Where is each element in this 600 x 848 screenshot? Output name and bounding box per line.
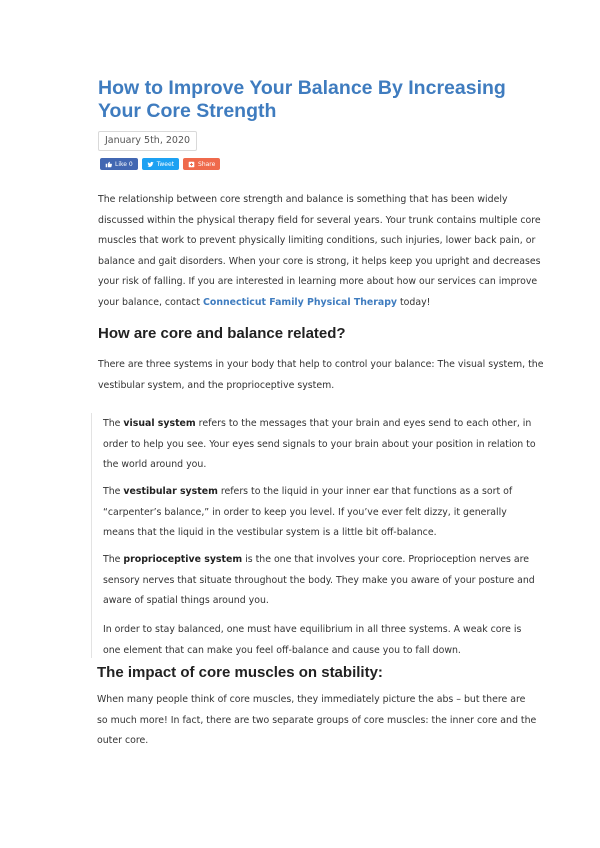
vestibular-system-paragraph xyxy=(103,482,539,544)
visual-pre: The xyxy=(103,418,124,429)
section-heading-core-balance: How are core and balance related? xyxy=(98,325,346,342)
visual-system-paragraph xyxy=(103,414,539,476)
share-label: Share xyxy=(198,160,216,168)
intro-text: The relationship between core strength and balance is something that has been widely discussed within the physical therapy field for several years. Your trunk contains multiple core muscles that work to prevent physically limiting conditions, such injuries, lower back pain, or balance and gait disorders. When your core is strong, it helps keep you upright and decreases your risk of falling. If you are interested in learning more about how our services can improve your balance, contact xyxy=(98,194,541,308)
share-buttons xyxy=(100,158,220,170)
vestibular-system-text: refers to the liquid in your inner ear that functions as a sort of “carpenter’s balance,” in order to keep you level. If you’ve ever felt dizzy, it generally means that the liquid in the vestibular system is a little bit off-balance. xyxy=(103,486,513,538)
equilibrium-paragraph: In order to stay balanced, one must have equilibrium in all three systems. A weak core is one element that can make you feel off-balance and cause you to fall down. xyxy=(103,624,522,656)
proprioceptive-pre: The xyxy=(103,554,124,565)
clinic-link[interactable]: Connecticut Family Physical Therapy xyxy=(203,296,398,308)
share-icon xyxy=(188,161,195,168)
tweet-button[interactable] xyxy=(142,158,179,170)
proprioceptive-system-text: is the one that involves your core. Proprioception nerves are sensory nerves that situate throughout the body. They make you aware of your posture and aware of spatial things around you. xyxy=(103,554,535,606)
like-label: Like 0 xyxy=(115,160,133,168)
date-badge: January 5th, 2020 xyxy=(98,131,197,151)
proprioceptive-system-paragraph xyxy=(103,550,539,612)
share-button[interactable] xyxy=(183,158,220,170)
thumbs-up-icon xyxy=(105,161,112,168)
systems-paragraph: There are three systems in your body that help to control your balance: The visual system, the vestibular system, and the proprioceptive system. xyxy=(98,359,544,391)
tweet-label: Tweet xyxy=(156,160,175,168)
intro-text-end: today! xyxy=(397,296,431,308)
twitter-bird-icon xyxy=(147,161,154,168)
core-muscles-paragraph: When many people think of core muscles, they immediately picture the abs – but there are so much more! In fact, there are two separate groups of core muscles: the inner core and the outer core. xyxy=(97,694,537,746)
intro-paragraph xyxy=(98,190,544,313)
vestibular-system-term: vestibular system xyxy=(123,486,218,497)
section-heading-stability: The impact of core muscles on stability: xyxy=(97,664,383,681)
blockquote-border xyxy=(91,413,92,658)
vestibular-pre: The xyxy=(103,486,124,497)
visual-system-text: refers to the messages that your brain and eyes send to each other, in order to help you see. Your eyes send signals to your brain about your position in relation to the world around you. xyxy=(103,418,536,470)
article-title: How to Improve Your Balance By Increasing Your Core Strength xyxy=(98,77,506,122)
visual-system-term: visual system xyxy=(123,418,196,429)
proprioceptive-system-term: proprioceptive system xyxy=(123,554,243,565)
facebook-like-button[interactable] xyxy=(100,158,138,170)
